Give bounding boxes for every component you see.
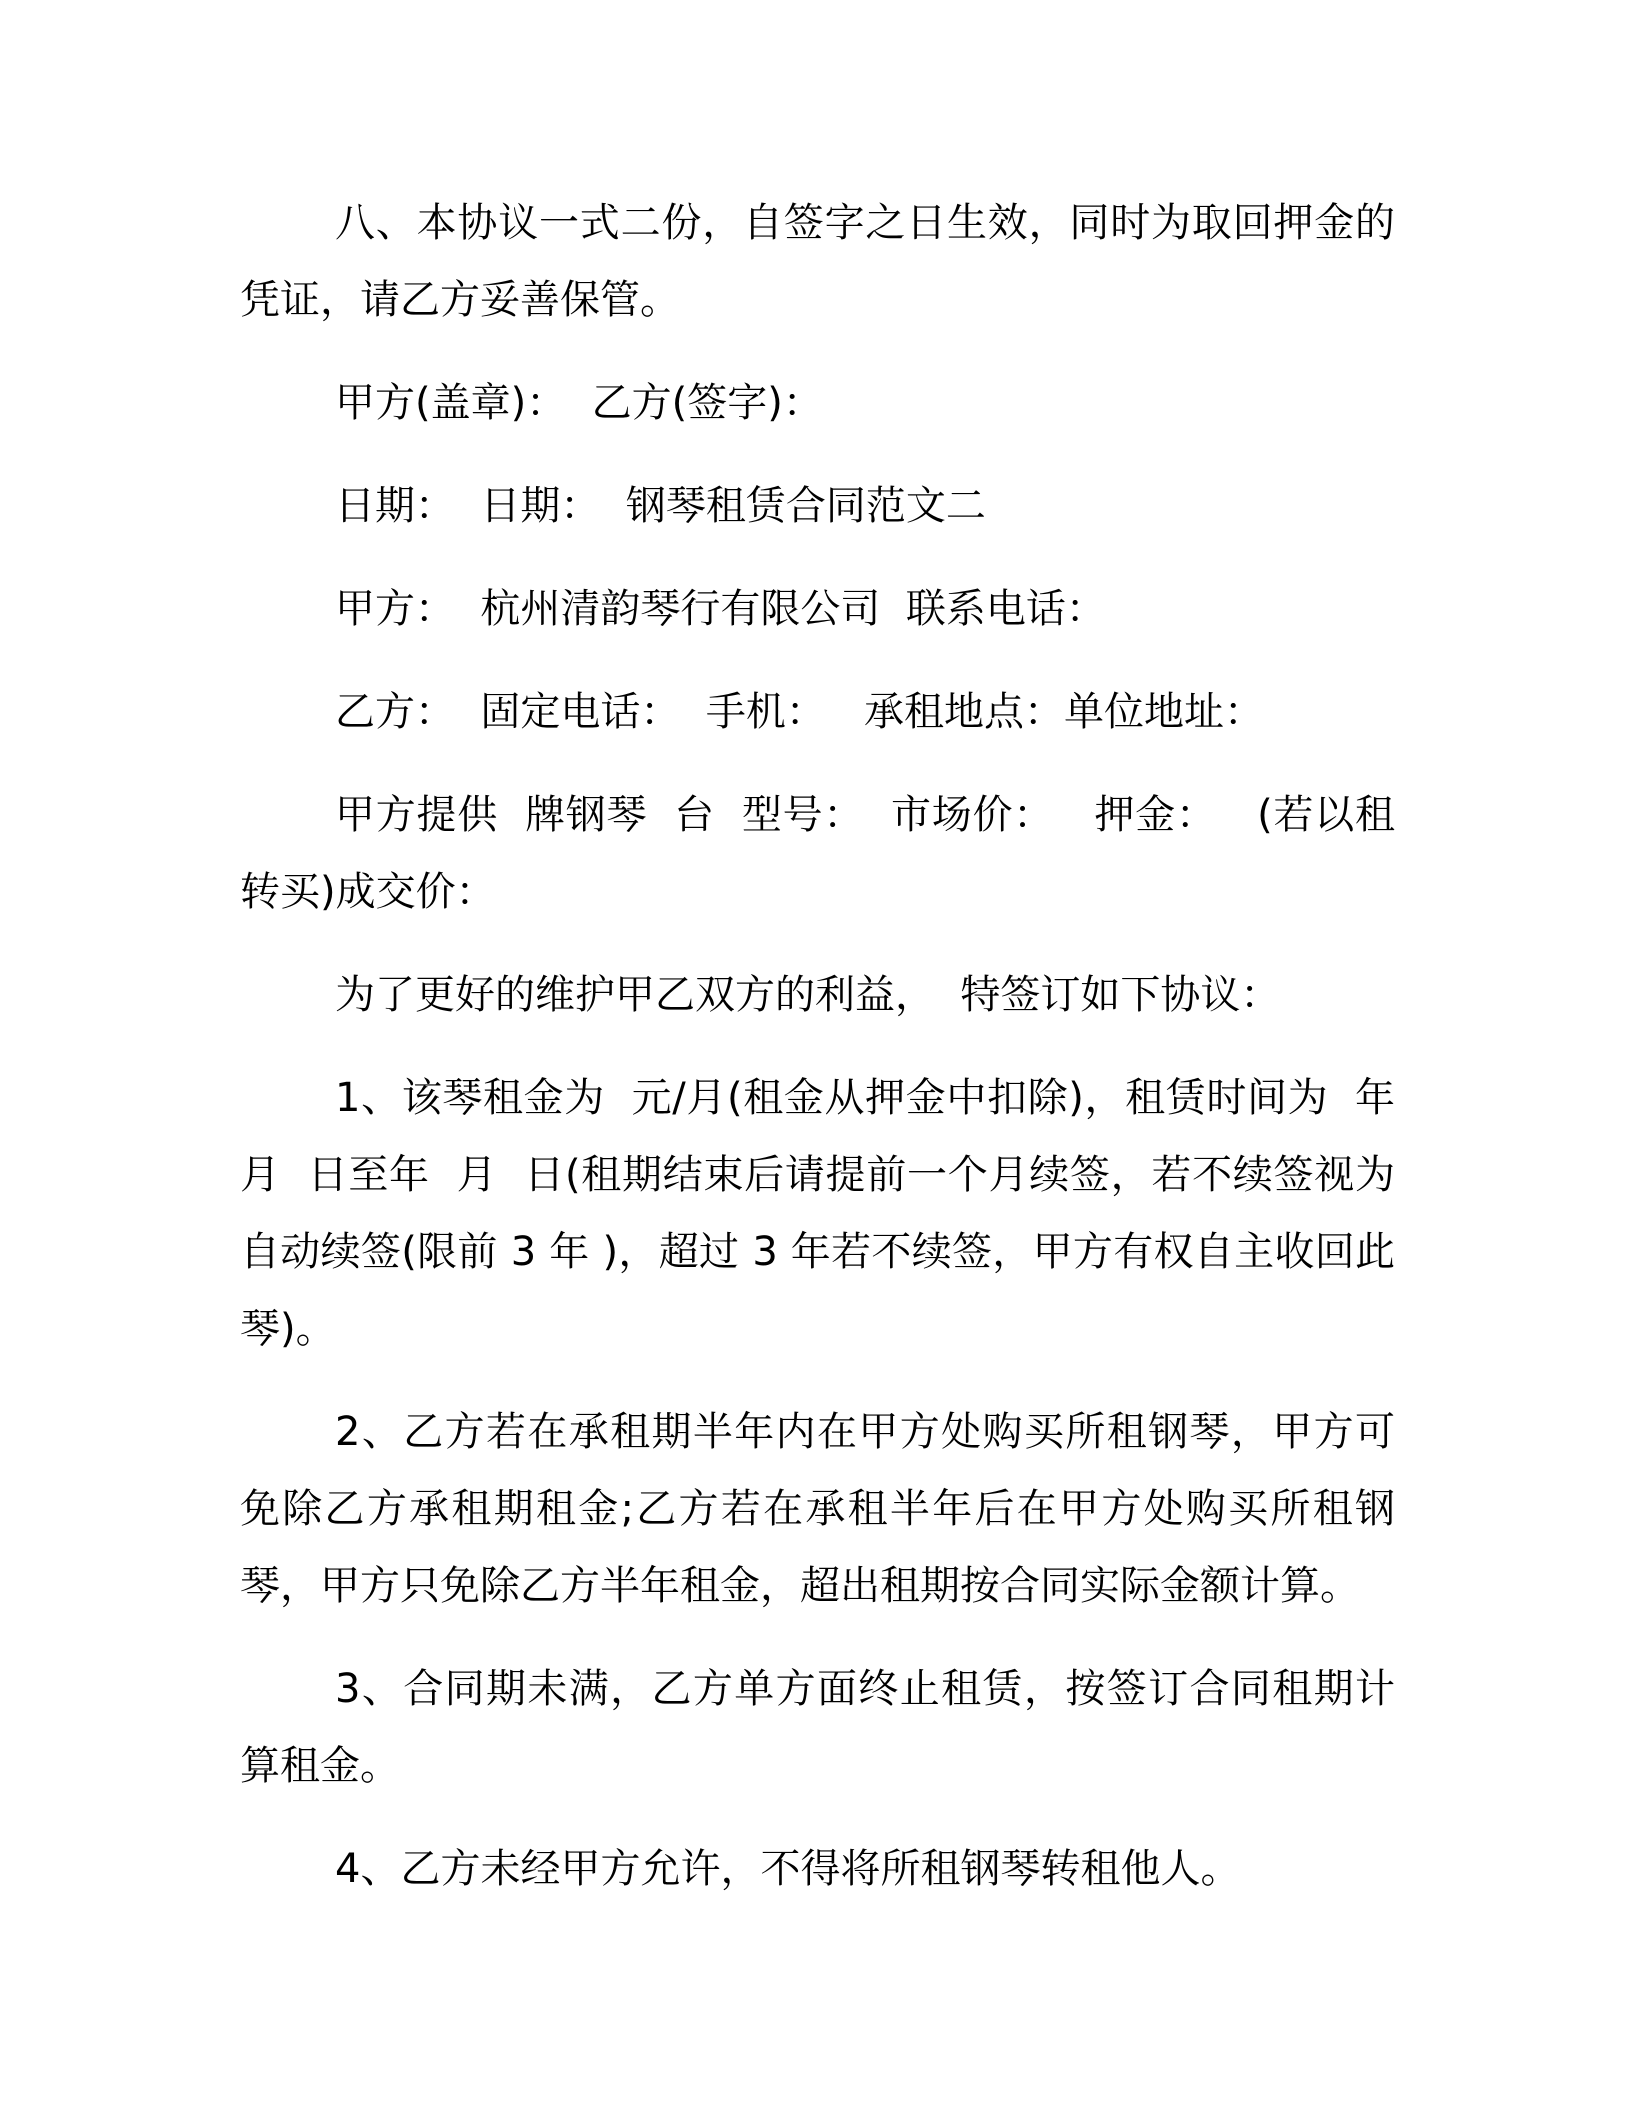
piano-info-line: 甲方提供 牌钢琴 台 型号： 市场价： 押金： (若以租转买)成交价： bbox=[240, 792, 1395, 915]
clause-1-paragraph: 1、该琴租金为 元/月(租金从押金中扣除)，租赁时间为 年 月 日至年 月 日(租期结束后请提前一个月续签，若不续签视为自动续签(限前 3 年 )，超过 3 年若不续签，甲方有权自主收回此琴)。 bbox=[240, 1075, 1421, 1352]
party-b-line: 乙方： 固定电话： 手机： 承租地点：单位地址： bbox=[335, 689, 1265, 735]
document-body bbox=[240, 185, 1421, 1934]
clause-eight-paragraph: 八、本协议一式二份，自签字之日生效，同时为取回押金的凭证，请乙方妥善保管。 bbox=[240, 200, 1395, 323]
date-line: 日期： 日期： 钢琴租赁合同范文二 bbox=[335, 483, 986, 529]
clause-2-paragraph: 2、乙方若在承租期半年内在甲方处购买所租钢琴，甲方可免除乙方承租期租金;乙方若在承租半年后在甲方处购买所租钢琴，甲方只免除乙方半年租金，超出租期按合同实际金额计算。 bbox=[240, 1409, 1395, 1609]
clause-4-paragraph: 4、乙方未经甲方允许，不得将所租钢琴转租他人。 bbox=[335, 1846, 1241, 1892]
clause-3-paragraph: 3、合同期未满，乙方单方面终止租赁，按签订合同租期计算租金。 bbox=[240, 1666, 1395, 1789]
signature-line: 甲方(盖章)： 乙方(签字)： bbox=[335, 380, 823, 426]
party-a-line: 甲方： 杭州清韵琴行有限公司 联系电话： bbox=[335, 586, 1106, 632]
agreement-intro: 为了更好的维护甲乙双方的利益， 特签订如下协议： bbox=[335, 972, 1281, 1018]
